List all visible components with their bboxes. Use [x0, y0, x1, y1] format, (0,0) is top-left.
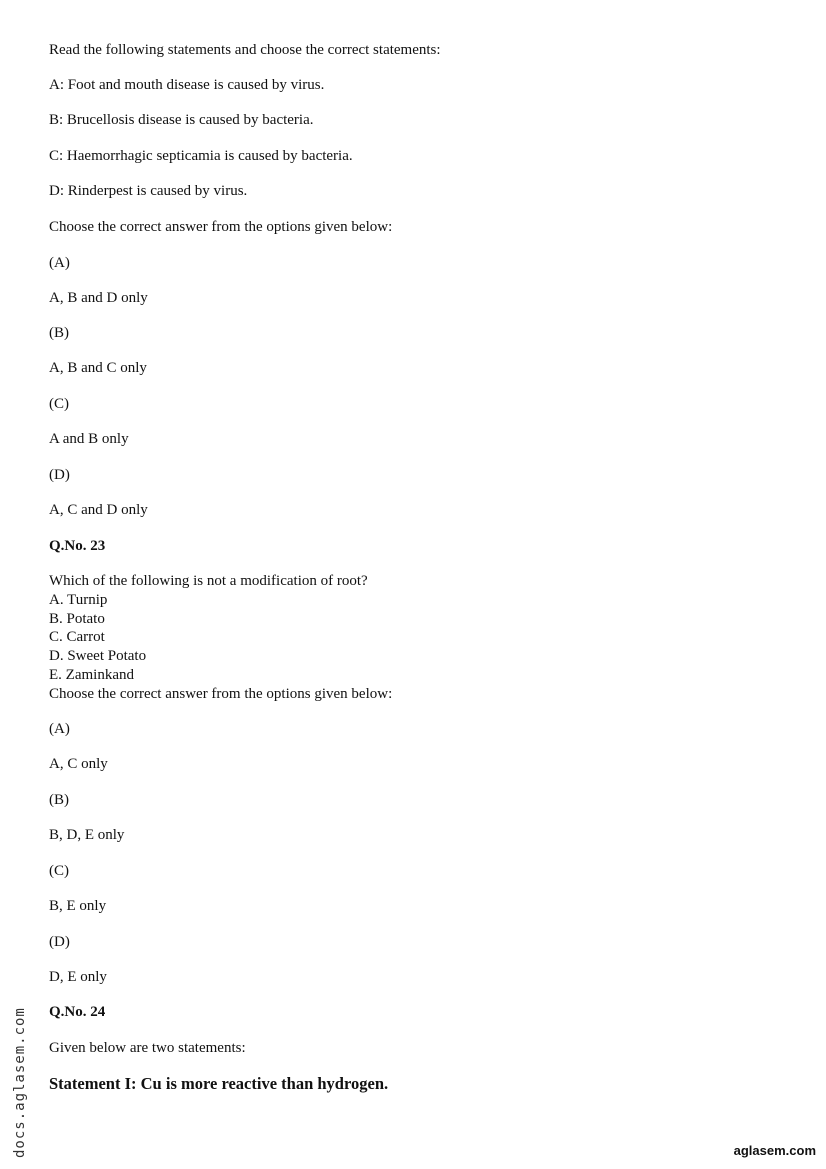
q22-statement-c: C: Haemorrhagic septicamia is caused by bacteria. — [49, 148, 353, 164]
q23-item-e: E. Zaminkand — [49, 667, 134, 683]
q22-statement-b: B: Brucellosis disease is caused by bacteria. — [49, 112, 314, 128]
q22-option-a-text: A, B and D only — [49, 290, 148, 306]
q23-option-c-text: B, E only — [49, 898, 107, 914]
q24-statement-1: Statement I: Cu is more reactive than hydrogen. — [49, 1074, 389, 1093]
q23-item-d: D. Sweet Potato — [49, 648, 147, 664]
q22-option-d-text: A, C and D only — [49, 502, 148, 518]
q23-option-d-text: D, E only — [49, 969, 107, 985]
q22-statement-a: A: Foot and mouth disease is caused by virus. — [49, 77, 325, 93]
brand-footer: aglasem.com — [733, 1143, 816, 1158]
q23-option-c-label: (C) — [49, 863, 69, 879]
q22-choose-instruction: Choose the correct answer from the options given below: — [49, 219, 393, 235]
q23-item-a: A. Turnip — [49, 592, 108, 608]
q23-choose-instruction: Choose the correct answer from the options given below: — [49, 686, 393, 702]
q23-option-b-text: B, D, E only — [49, 827, 125, 843]
q24-number: Q.No. 24 — [49, 1004, 106, 1020]
q23-option-a-text: A, C only — [49, 756, 108, 772]
q22-option-a-label: (A) — [49, 255, 70, 271]
q23-number: Q.No. 23 — [49, 538, 106, 554]
q23-option-d-label: (D) — [49, 934, 70, 950]
q23-option-a-label: (A) — [49, 721, 70, 737]
q22-option-d-label: (D) — [49, 467, 70, 483]
q23-question: Which of the following is not a modification of root? — [49, 573, 368, 589]
q22-option-c-text: A and B only — [49, 431, 129, 447]
q23-item-b: B. Potato — [49, 611, 105, 627]
q22-statement-d: D: Rinderpest is caused by virus. — [49, 183, 248, 199]
q22-option-b-text: A, B and C only — [49, 360, 147, 376]
q24-intro: Given below are two statements: — [49, 1040, 246, 1056]
q23-option-b-label: (B) — [49, 792, 69, 808]
q22-option-c-label: (C) — [49, 396, 69, 412]
q22-intro: Read the following statements and choose the correct statements: — [49, 42, 441, 58]
q23-item-c: C. Carrot — [49, 629, 105, 645]
watermark-text: docs.aglasem.com — [12, 1007, 28, 1158]
q22-option-b-label: (B) — [49, 325, 69, 341]
